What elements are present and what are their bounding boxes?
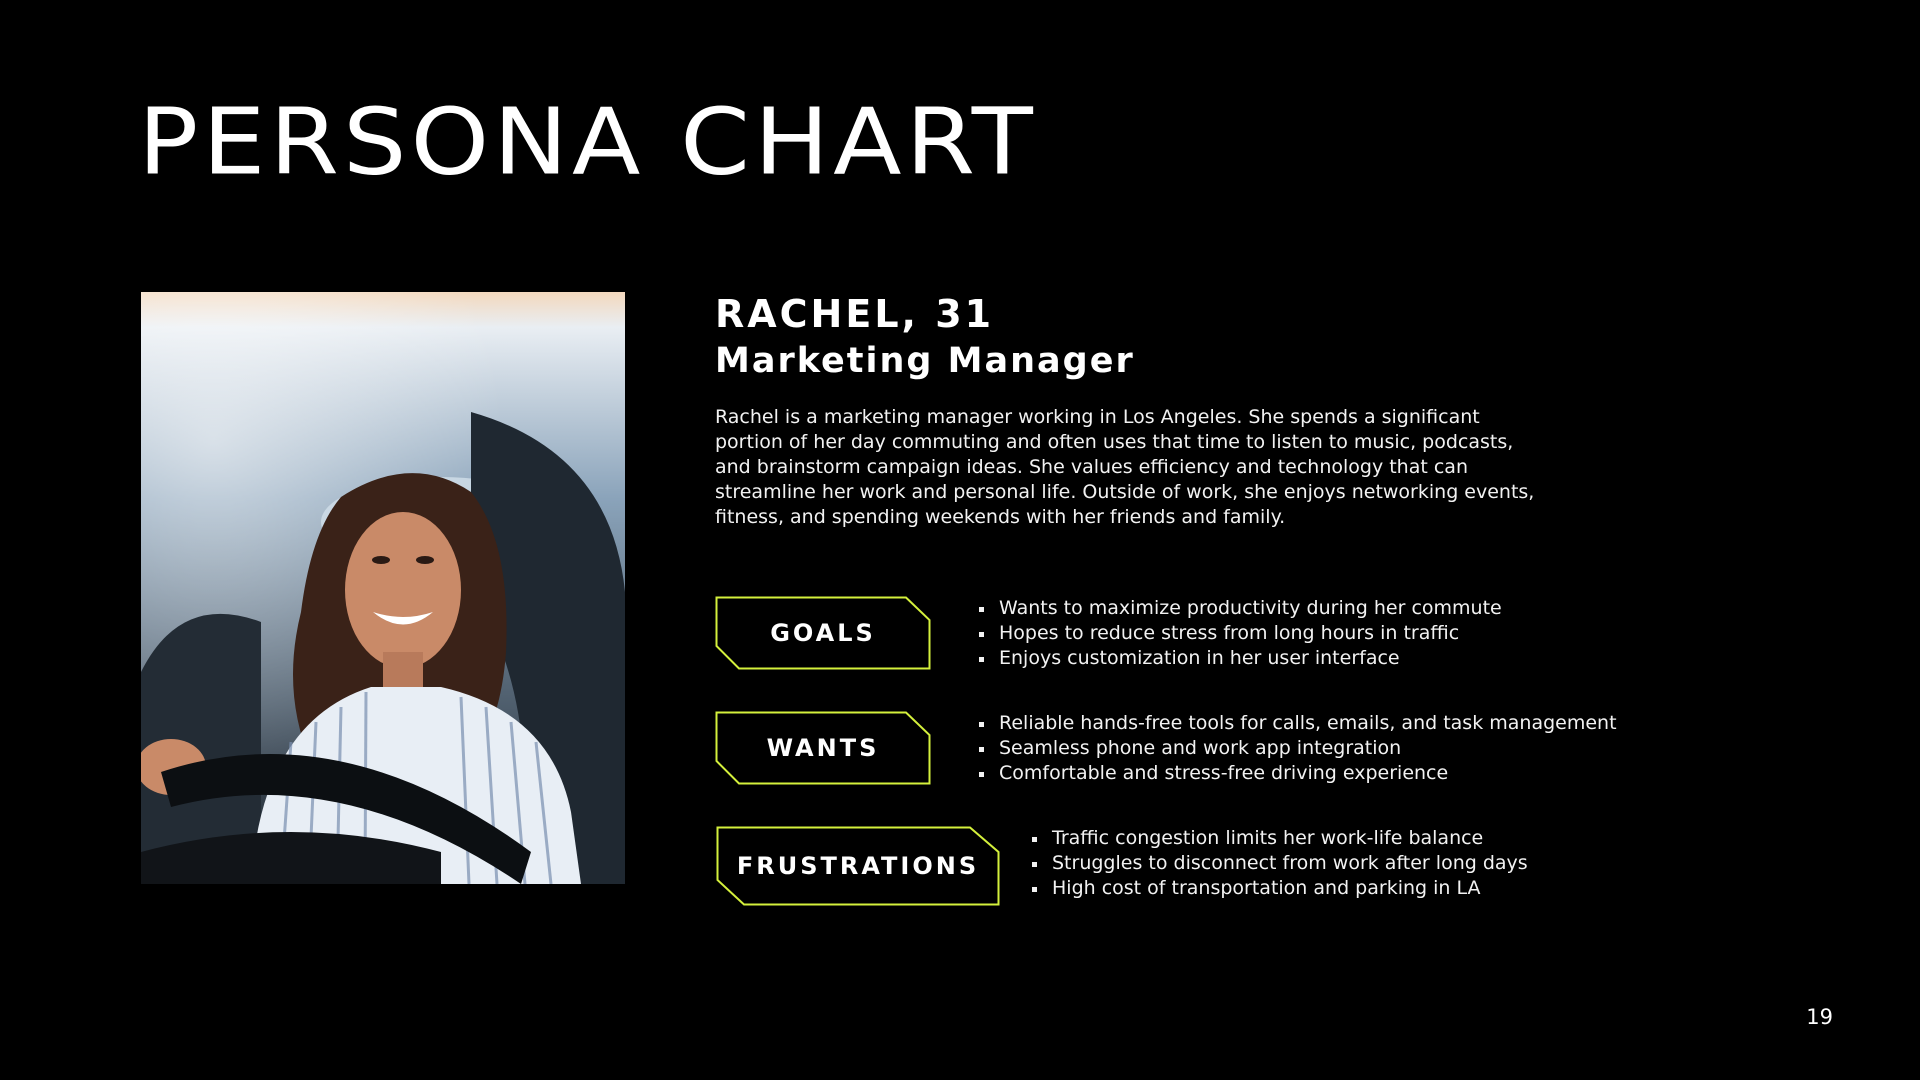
list-item: Seamless phone and work app integration <box>979 736 1617 761</box>
frustrations-tag <box>716 826 1000 906</box>
list-item: Wants to maximize productivity during her commute <box>979 596 1502 621</box>
persona-role: Marketing Manager <box>715 341 1135 381</box>
list-item: Traffic congestion limits her work-life balance <box>1032 826 1528 851</box>
list-item: Reliable hands-free tools for calls, emails, and task management <box>979 711 1617 736</box>
goals-label: GOALS <box>770 619 876 647</box>
frustrations-list <box>1032 826 1528 901</box>
list-item: Hopes to reduce stress from long hours in traffic <box>979 621 1502 646</box>
list-item: Comfortable and stress-free driving experience <box>979 761 1617 786</box>
list-item: Enjoys customization in her user interface <box>979 646 1502 671</box>
wants-label: WANTS <box>766 734 880 762</box>
wants-tag <box>715 711 931 785</box>
goals-tag <box>715 596 931 670</box>
wants-list <box>979 711 1617 786</box>
list-item: High cost of transportation and parking in LA <box>1032 876 1528 901</box>
goals-list <box>979 596 1502 671</box>
frustrations-label: FRUSTRATIONS <box>736 852 980 880</box>
persona-photo <box>141 292 625 884</box>
persona-name: RACHEL, 31 <box>715 292 995 336</box>
page-number: 19 <box>1806 1005 1833 1029</box>
slide-title: PERSONA CHART <box>138 87 1037 196</box>
persona-bio: Rachel is a marketing manager working in Los Angeles. She spends a significant portion of her day commuting and often uses that time to listen to music, podcasts, and brainstorm campaign ideas. She values efficiency and technology that can streamline her work and personal life. Outside of work, she enjoys networking events, fitness, and spending weekends with her friends and family. <box>715 406 1535 528</box>
list-item: Struggles to disconnect from work after long days <box>1032 851 1528 876</box>
